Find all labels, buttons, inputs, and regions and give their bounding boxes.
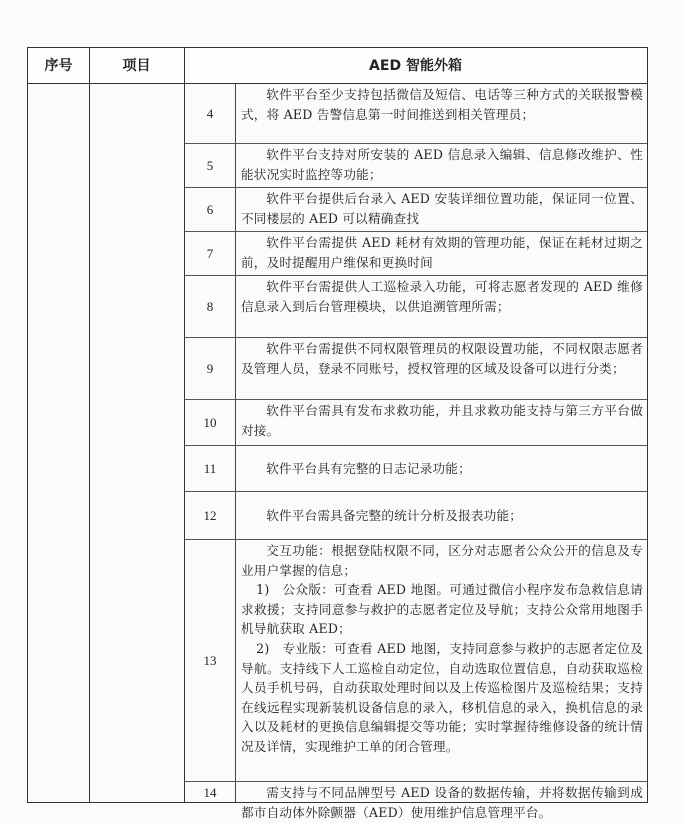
table-row xyxy=(184,446,647,492)
row-number: 10 xyxy=(203,414,217,430)
row-description xyxy=(241,85,643,124)
description-paragraph: 软件平台提供后台录入 AED 安装详细位置功能，保证同一位置、不同楼层的 AED 可以精确查找 xyxy=(241,191,643,226)
description-paragraph: 软件平台需具备完整的统计分析及报表功能； xyxy=(266,507,523,523)
table-row xyxy=(184,338,647,400)
row-description xyxy=(241,541,643,757)
description-paragraph: 软件平台至少支持包括微信及短信、电话等三种方式的关联报警模式，将 AED 告警信息第一时间推送到相关管理员； xyxy=(241,87,643,122)
description-paragraph: 需支持与不同品牌型号 AED 设备的数据传输，并将数据传输到成都市自动体外除颤器（AED）使用维护信息管理平台。 xyxy=(241,785,643,820)
description-paragraph: 软件平台需提供 AED 耗材有效期的管理功能，保证在耗材过期之前，及时提醒用户维保和更换时间 xyxy=(241,235,643,270)
row-description xyxy=(241,189,643,228)
header-item: 项目 xyxy=(122,58,151,74)
row-description xyxy=(241,401,643,440)
description-paragraph: 2) 专业版：可查看 AED 地图，支持同意参与救护的志愿者定位及导航。支持线下人工巡检自动定位，自动选取位置信息，自动获取巡检人员手机号码，自动获取处理时间以及上传巡检图片及巡检结果；支持在线远程实现新装机设备信息的录入，移机信息的录入，换机信息的录入以及耗材的更换信息编辑提交等功能；实时掌握待维修设备的统计情况及详情，实现维护工单的闭合管理。 xyxy=(241,640,643,754)
row-number: 11 xyxy=(203,460,217,476)
table-row xyxy=(184,144,647,188)
description-paragraph: 软件平台需提供人工巡检录入功能，可将志愿者发现的 AED 维修信息录入到后台管理模块，以供追溯管理所需； xyxy=(241,279,643,314)
table-row xyxy=(184,782,647,820)
row-description xyxy=(241,233,643,272)
row-description xyxy=(241,459,643,479)
table-row xyxy=(184,232,647,276)
header-aed-box: AED 智能外箱 xyxy=(369,58,462,74)
description-paragraph: 软件平台具有完整的日志记录功能； xyxy=(266,460,471,476)
row-description xyxy=(241,783,643,822)
description-paragraph: 软件平台支持对所安装的 AED 信息录入编辑、信息修改维护、性能状况实时监控等功能； xyxy=(241,147,643,182)
table-row xyxy=(184,540,647,782)
row-description xyxy=(241,339,643,378)
column-divider xyxy=(89,48,90,802)
row-description xyxy=(241,506,643,526)
row-number: 13 xyxy=(203,652,217,668)
table-row xyxy=(184,84,647,144)
row-number: 4 xyxy=(206,105,214,121)
description-paragraph: 软件平台需提供不同权限管理员的权限设置功能，不同权限志愿者及管理人员，登录不同账号，授权管理的区域及设备可以进行分类； xyxy=(241,341,643,376)
description-paragraph: 交互功能：根据登陆权限不同，区分对志愿者公众公开的信息及专业用户掌握的信息； xyxy=(241,543,643,578)
requirements-table xyxy=(27,47,648,820)
row-number: 14 xyxy=(203,785,217,800)
header-serial-no: 序号 xyxy=(44,58,73,74)
description-paragraph: 软件平台需具有发布求救功能，并且求救功能支持与第三方平台做对接。 xyxy=(241,403,643,438)
row-number: 8 xyxy=(206,298,214,314)
row-number: 6 xyxy=(206,201,214,217)
table-row xyxy=(184,188,647,232)
row-number: 5 xyxy=(206,157,214,173)
table-row xyxy=(184,400,647,446)
row-description xyxy=(241,277,643,316)
description-paragraph: 1) 公众版：可查看 AED 地图。可通过微信小程序发布急救信息请求救援；支持同意参与救护的志愿者定位及导航；支持公众常用地图手机导航获取 AED； xyxy=(241,582,643,637)
table-row xyxy=(184,276,647,338)
table-header xyxy=(28,48,647,84)
row-description xyxy=(241,145,643,184)
row-number: 9 xyxy=(206,360,214,376)
row-number: 12 xyxy=(203,507,217,523)
row-number: 7 xyxy=(206,245,214,261)
table-row xyxy=(184,492,647,540)
